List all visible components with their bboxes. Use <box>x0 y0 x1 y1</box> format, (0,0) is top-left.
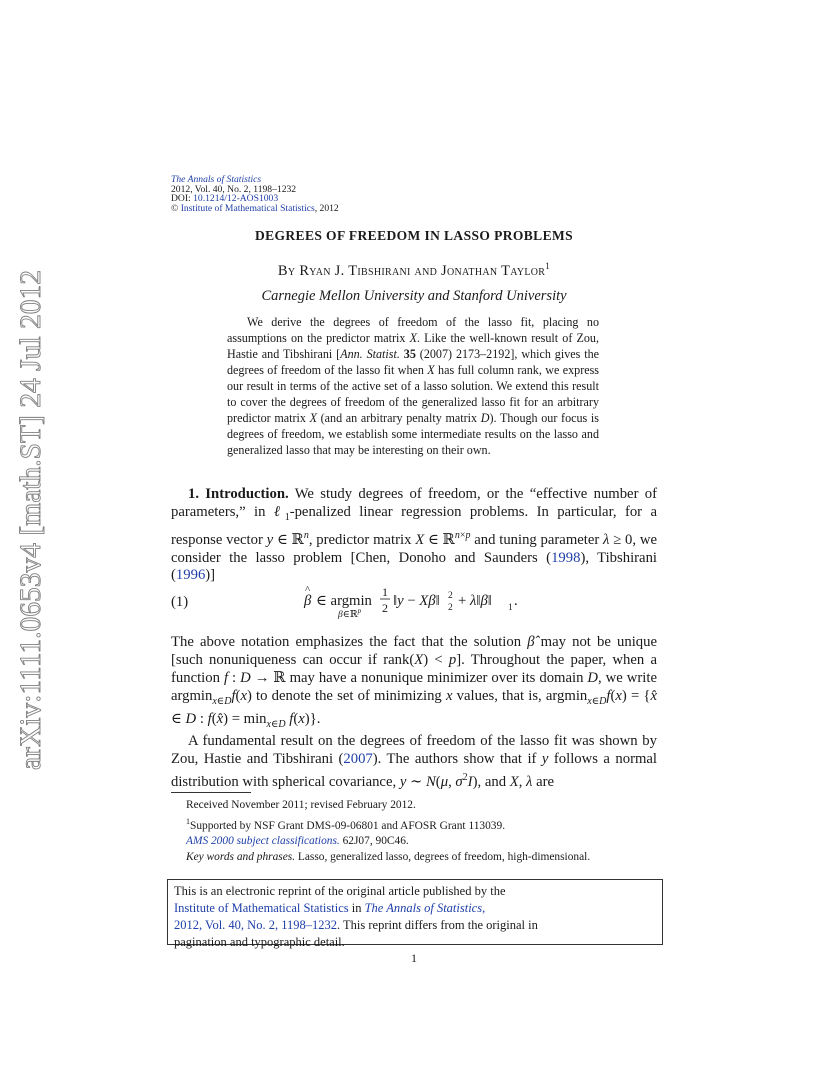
journal-name-link[interactable]: The Annals of Statistics <box>171 174 262 185</box>
reprint-notice: This is an electronic reprint of the original article published by the Institute of Mathematical Statistics in The Annals of Statistics, 2012, Vol. 40, No. 2, 1198–1232. This reprint differs from the original in pagination and typographic detail. <box>167 879 663 945</box>
journal-header <box>171 175 339 213</box>
cite-2007-link[interactable]: 2007 <box>343 751 373 768</box>
cite-1998-link[interactable]: 1998 <box>551 549 581 566</box>
footnote-divider <box>171 792 251 793</box>
doi-link[interactable]: 10.1214/12-AOS1003 <box>193 193 279 205</box>
paper-authors <box>0 261 828 280</box>
doi-label: DOI: <box>171 193 194 205</box>
reprint-journal-link[interactable]: The Annals of Statistics <box>364 901 483 915</box>
received-date: Received November 2011; revised February 2012. <box>186 799 416 811</box>
svg-text:+ λ‖β‖: + λ‖β‖ <box>458 593 492 609</box>
lasso-equation <box>302 582 532 627</box>
svg-text:2: 2 <box>448 591 453 601</box>
footnotes: Received November 2011; revised February 2012. $^1$Supported by NSF Grant DMS-09-06801 and AFOSR Grant 113039. AMS 2000 subject classifications. 62J07, 90C46. Key words and phrases. Lasso, generalized lasso, degrees of freedom, high-dimensional. <box>186 798 666 866</box>
keywords-label: Key words and phrases. <box>186 851 296 864</box>
svg-text:β∈ℝp: β∈ℝ$^p$ <box>338 607 362 620</box>
paper-affiliation: Carnegie Mellon University and Stanford University <box>261 288 567 304</box>
funding-note: Supported by NSF Grant DMS-09-06801 and AFOSR Grant 113039. <box>190 819 506 832</box>
copyright-year: , 2012 <box>314 202 339 214</box>
svg-text:2: 2 <box>448 603 453 613</box>
journal-volume: 2012, Vol. 40, No. 2, 1198–1232 <box>171 183 297 195</box>
svg-text:1: 1 <box>508 603 513 613</box>
paper-title: DEGREES OF FREEDOM IN LASSO PROBLEMS <box>254 228 574 243</box>
ams-classification-link[interactable]: AMS 2000 subject classifications. <box>186 835 340 848</box>
svg-text:.: . <box>514 593 518 609</box>
svg-text:2: 2 <box>382 601 388 615</box>
svg-text:1: 1 <box>382 585 388 599</box>
svg-text:‖y − Xβ‖: ‖y − Xβ‖ <box>393 593 440 609</box>
section-heading: 1. Introduction. <box>188 486 289 502</box>
cite-1996-link[interactable]: 1996 <box>175 567 206 584</box>
keywords: Lasso, generalized lasso, degrees of freedom, high-dimensional. <box>295 851 591 864</box>
arxiv-stamp-text: arXiv:1111.0653v4 [math.ST] 24 Jul 2012 <box>15 270 47 770</box>
reprint-institute-link[interactable]: Institute of Mathematical Statistics <box>174 901 349 915</box>
abstract: We derive the degrees of freedom of the lasso fit, placing no assumptions on the predictor matrix X. Like the well-known result of Zou, Hastie and Tibshirani [Ann. Statist. 35 (2007) 2173–2192], which gives the degrees of freedom of the lasso fit when X has full column rank, we express our result in terms of the active set of a lasso solution. We extend this result to cover the degrees of freedom of the generalized lasso fit for an arbitrary predictor matrix X (and an arbitrary penalty matrix D). Though our focus is degrees of freedom, we establish some intermediate results on the lasso and generalized lasso that may be interesting on their own. <box>227 315 600 457</box>
intro-paragraph-2: The above notation emphasizes the fact that the solution β̂ may not be unique [such nonuniqueness can occur if rank(X) < p]. Throughout the paper, when a function f : D → ℝ may have a nonunique minimizer over its domain D, we write argmin$_{x\in D}$f(x) to denote the set of minimizing x values, that is, argmin$_{x\in D}$f(x) = {x̂ ∈ D : f(x̂) = $\min_{x\in D} f(x)$}. A fundamental result on the degrees of freedom of the lasso fit was shown by Zou, Hastie and Tibshirani (2007). The authors show that if y follows a normal distribution with spherical covariance, y ∼ N(μ, $\sigma^2I$), and X, λ are <box>171 634 657 791</box>
author-footnote-mark: 1 <box>545 261 551 271</box>
institute-link[interactable]: Institute of Mathematical Statistics <box>180 202 315 214</box>
page-number: 1 <box>411 951 417 965</box>
reprint-volume-link[interactable]: 2012, Vol. 40, No. 2, 1198–1232 <box>174 918 337 932</box>
copyright-icon: © <box>171 202 179 214</box>
arxiv-stamp <box>10 265 48 775</box>
equation-number: (1) <box>171 594 189 610</box>
svg-text:∈ argmin: ∈ argmin <box>316 593 372 609</box>
svg-text:^: ^ <box>305 584 311 596</box>
author-names: By Ryan J. Tibshirani and Jonathan Taylor <box>277 262 546 279</box>
svg-text:β: β <box>304 593 312 609</box>
intro-paragraph-1: 1. Introduction. We study degrees of freedom, or the “effective number of parameters,” in ℓ$_1$-penalized linear regression problems. In particular, for a response vector y ∈ ℝ$^n$, predictor matrix X ∈ ℝ$^{n\times p}$ and tuning parameter λ ≥ 0, we consider the lasso problem [Chen, Donoho and Saunders (1998), Tibshirani (1996)] <box>171 486 658 584</box>
